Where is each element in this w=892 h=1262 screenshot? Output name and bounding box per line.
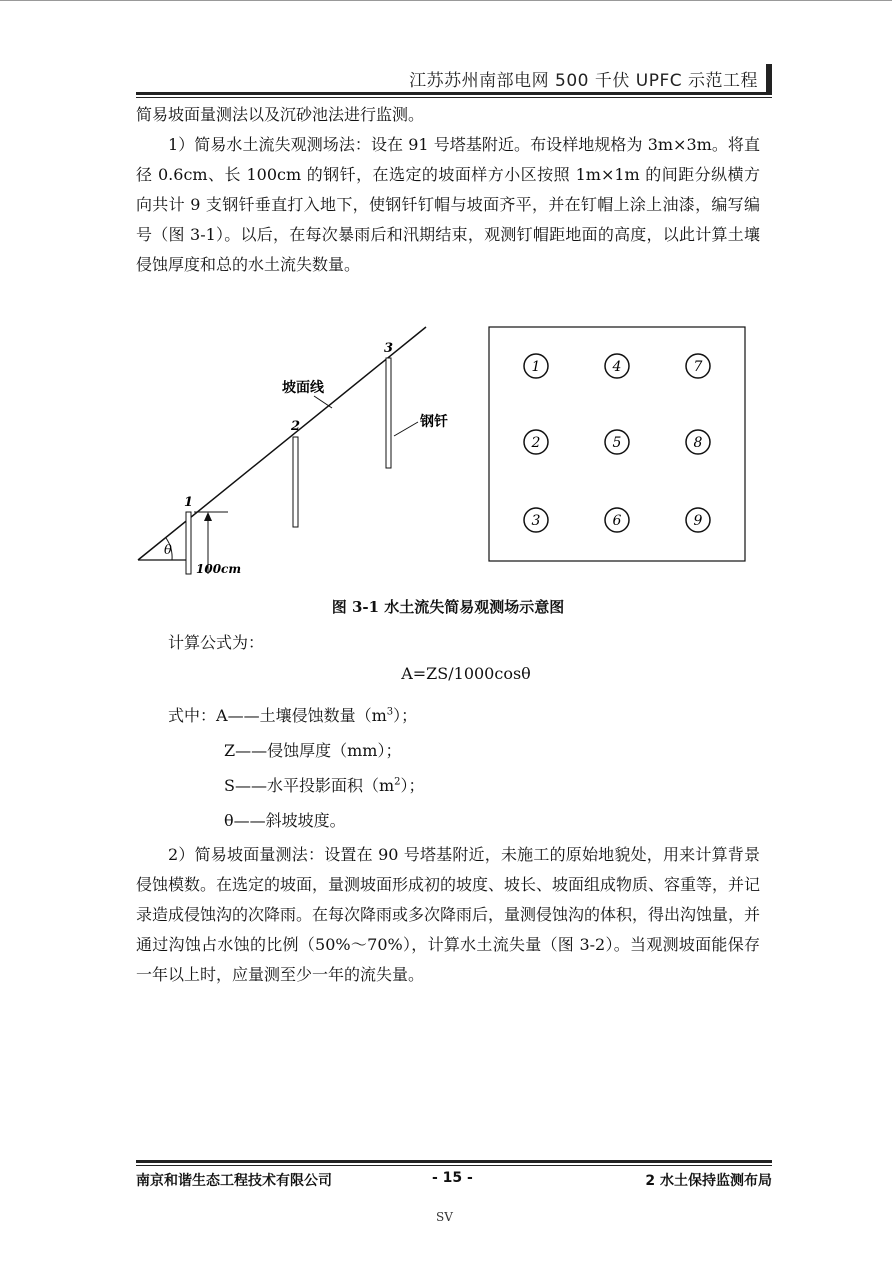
rod-label: 钢钎 — [420, 414, 448, 430]
rod-1 — [186, 512, 191, 574]
rod-number-2: 2 — [291, 419, 301, 434]
grid-number-5: 5 — [612, 435, 622, 451]
a-definition-end: ）； — [393, 706, 418, 725]
figure-observation-field — [136, 322, 776, 584]
grid-number-6: 6 — [612, 513, 622, 529]
footer-page-number: - 15 - — [432, 1170, 473, 1186]
rod-3 — [386, 358, 391, 468]
arrow-head — [204, 512, 212, 521]
paragraph-continuation: 简易坡面量测法以及沉砂池法进行监测。 — [136, 105, 425, 124]
slope-leader — [314, 396, 332, 408]
rod-2 — [293, 437, 298, 527]
s-superscript: 2 — [394, 776, 401, 788]
slope-label: 坡面线 — [282, 380, 324, 396]
footer-section: 2 水土保持监测布局 — [645, 1173, 772, 1189]
a-definition: A——土壤侵蚀数量（m — [216, 706, 387, 725]
s-definition: S——水平投影面积（m — [224, 776, 395, 795]
bottom-mark: SV — [436, 1210, 453, 1224]
a-superscript: 3 — [386, 706, 394, 718]
z-definition: Z——侵蚀厚度（mm）； — [224, 741, 402, 760]
where-prefix: 式中： — [168, 706, 217, 725]
text-block-top — [136, 100, 760, 280]
s-definition-end: ）； — [400, 776, 425, 795]
footer-rule-thin — [136, 1165, 772, 1166]
theta-definition: θ——斜坡坡度。 — [224, 811, 346, 830]
figure-caption: 图 3-1 水土流失简易观测场示意图 — [331, 598, 565, 616]
grid-number-8: 8 — [693, 435, 703, 451]
grid-number-9: 9 — [693, 513, 703, 529]
header-title: 江苏苏州南部电网 500 千伏 UPFC 示范工程 — [409, 71, 758, 91]
footer-company: 南京和谐生态工程技术有限公司 — [136, 1173, 332, 1189]
rod-leader — [394, 422, 418, 436]
header-bar — [766, 64, 772, 92]
formula-where-s — [224, 773, 425, 796]
header-rule-thin — [136, 97, 772, 98]
page-header — [136, 64, 772, 94]
rod-number-1: 1 — [184, 495, 194, 510]
header-rule — [136, 92, 772, 95]
grid-number-3: 3 — [531, 513, 541, 529]
angle-label: θ — [164, 543, 172, 558]
formula-expression: A=ZS/1000cosθ — [401, 664, 531, 683]
page-footer — [136, 1160, 772, 1200]
paragraph-method-1: 1）简易水土流失观测场法：设在 91 号塔基附近。布设样地规格为 3m×3m。将直径 0.6cm、长 100cm 的钢钎，在选定的坡面样方小区按照 1m×1m 的间距分纵横方向共计 9 支钢钎垂直打入地下，使钢钎钉帽与坡面齐平，并在钉帽上涂上油漆，编写编号（图 3-1）。以后，在每次暴雨后和汛期结束，观测钉帽距地面的高度，以此计算土壤侵蚀厚度和总的水土流失数量。 — [136, 135, 760, 274]
formula-where-a — [168, 703, 417, 726]
grid-number-7: 7 — [693, 359, 703, 375]
grid-number-1: 1 — [531, 359, 541, 375]
paragraph-method-2: 2）简易坡面量测法：设置在 90 号塔基附近，未施工的原始地貌处，用来计算背景侵蚀模数。在选定的坡面，量测坡面形成初的坡度、坡长、坡面组成物质、容重等，并记录造成侵蚀沟的次降雨。在每次降雨或多次降雨后，量测侵蚀沟的体积，得出沟蚀量，并通过沟蚀占水蚀的比例（50%～70%），计算水土流失量（图 3-2）。当观测坡面能保存一年以上时，应量测至少一年的流失量。 — [136, 845, 761, 984]
grid-number-2: 2 — [531, 435, 541, 451]
formula-intro: 计算公式为： — [168, 633, 265, 652]
text-block-bottom — [136, 840, 760, 990]
top-edge-line — [0, 0, 892, 1]
grid-number-4: 4 — [612, 359, 622, 375]
rod-number-3: 3 — [384, 341, 394, 356]
slope-line — [138, 327, 426, 560]
length-label: 100cm — [196, 562, 242, 576]
footer-rule — [136, 1160, 772, 1163]
